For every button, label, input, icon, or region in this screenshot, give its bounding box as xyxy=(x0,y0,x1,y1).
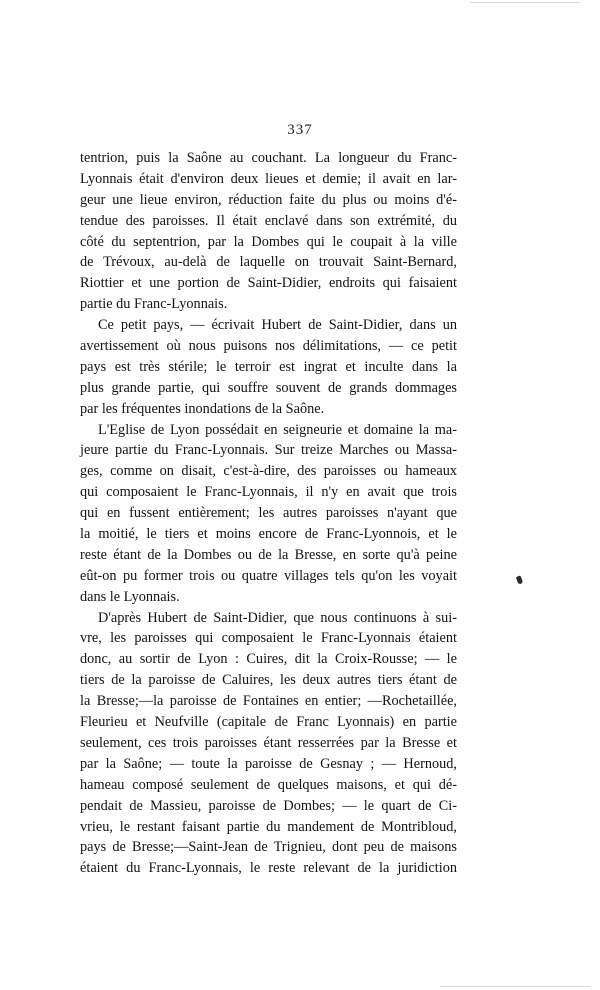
text-line: eût-on pu former trois ou quatre villages tels qu'on les voyait xyxy=(80,567,457,584)
text-line: vrieu, le restant faisant partie du mandement de Montribloud, xyxy=(80,818,457,835)
text-line: étaient du Franc-Lyonnais, le reste relevant de la juridiction xyxy=(80,860,457,877)
text-line: geur une lieue environ, réduction faite du plus ou moins d'é- xyxy=(80,191,457,208)
text-line: par la Saône; — toute la paroisse de Gesnay ; — Hernoud, xyxy=(80,755,457,772)
text-line: partie du Franc-Lyonnais. xyxy=(80,296,228,313)
text-line: tiers de la paroisse de Caluires, les deux autres tiers étant de xyxy=(80,672,457,689)
text-line: pendait de Massieu, paroisse de Dombes; — le quart de Ci- xyxy=(80,797,457,814)
text-line: ges, comme on disait, c'est-à-dire, des paroisses ou hameaux xyxy=(80,463,457,480)
page-number: 337 xyxy=(287,122,313,138)
text-line: par les fréquentes inondations de la Saône. xyxy=(80,400,325,417)
text-line: de Trévoux, au-delà de laquelle on trouvait Saint-Bernard, xyxy=(80,254,457,271)
text-line: Ce petit pays, — écrivait Hubert de Saint-Didier, dans un xyxy=(98,317,457,334)
text-line: Lyonnais était d'environ deux lieues et demie; il avait en lar- xyxy=(80,170,457,187)
ink-speck xyxy=(516,575,523,584)
text-line: qui en fussent entièrement; les autres paroisses n'ayant que xyxy=(80,505,457,522)
text-line: la Bresse;—la paroisse de Fontaines en entier; —Rochetaillée, xyxy=(80,693,457,710)
body-text xyxy=(80,148,457,879)
page-edge-mark-bottom xyxy=(440,986,590,987)
page-edge-mark-top xyxy=(470,2,580,3)
text-line: D'après Hubert de Saint-Didier, que nous continuons à sui- xyxy=(98,609,457,626)
text-line: la moitié, le tiers et moins encore de Franc-Lyonnois, et le xyxy=(80,526,457,543)
text-line: vre, les paroisses qui composaient le Franc-Lyonnais étaient xyxy=(80,630,457,647)
text-line: pays est très stérile; le terroir est ingrat et inculte dans la xyxy=(80,358,457,375)
text-line: Riottier et une portion de Saint-Didier, endroits qui faisaient xyxy=(80,275,457,292)
text-line: L'Eglise de Lyon possédait en seigneurie et domaine la ma- xyxy=(98,421,457,438)
text-line: côté du septentrion, par la Dombes qui le coupait à la ville xyxy=(80,233,457,250)
text-line: pays de Bresse;—Saint-Jean de Trignieu, dont peu de maisons xyxy=(80,839,457,856)
text-line: plus grande partie, qui souffre souvent de grands dommages xyxy=(80,379,457,396)
text-line: tendue des paroisses. Il était enclavé dans son extrémité, du xyxy=(80,212,457,229)
text-line: Fleurieu et Neufville (capitale de Franc Lyonnais) en partie xyxy=(80,714,457,731)
text-line: hameau composé seulement de quelques maisons, et qui dé- xyxy=(80,776,457,793)
text-line: reste étant de la Dombes ou de la Bresse, en sorte qu'à peine xyxy=(80,546,457,563)
text-line: seulement, ces trois paroisses étant resserrées par la Bresse et xyxy=(80,734,457,751)
text-line: jeure partie du Franc-Lyonnais. Sur treize Marches ou Massa- xyxy=(80,442,457,459)
text-line: qui composaient le Franc-Lyonnais, il n'y en avait que trois xyxy=(80,484,457,501)
text-line: donc, au sortir de Lyon : Cuires, dit la Croix-Rousse; — le xyxy=(80,651,457,668)
text-line: dans le Lyonnais. xyxy=(80,588,180,605)
text-line: avertissement où nous puisons nos délimitations, — ce petit xyxy=(80,338,457,355)
text-line: tentrion, puis la Saône au couchant. La longueur du Franc- xyxy=(80,150,457,166)
